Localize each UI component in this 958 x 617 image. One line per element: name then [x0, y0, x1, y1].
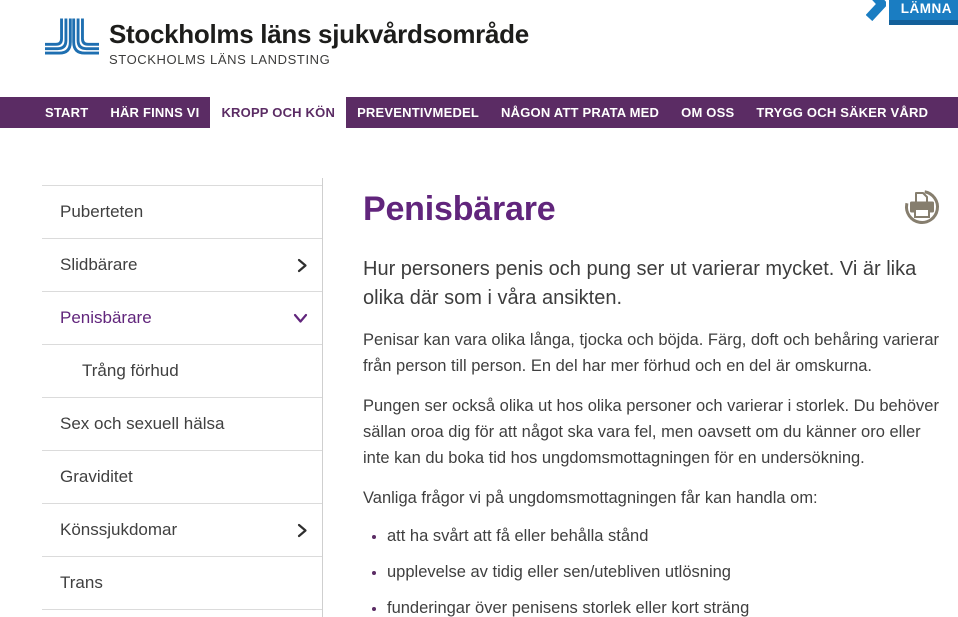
logo-title: Stockholms läns sjukvårdsområde [109, 19, 529, 49]
nav-item-nagon-att-prata-med[interactable]: NÅGON ATT PRATA MED [501, 105, 660, 120]
bullet-item: • upplevelse av tidig eller sen/utebliven utlösning [387, 559, 944, 585]
nav-item-kropp-och-kon[interactable]: KROPP OCH KÖN [210, 97, 346, 128]
sidebar-item-konssjukdomar[interactable] [42, 504, 322, 557]
sidebar-item-slidbarare[interactable] [42, 239, 322, 292]
chevron-right-icon [297, 523, 308, 538]
logo-subtitle: STOCKHOLMS LÄNS LANDSTING [109, 51, 331, 67]
sidebar-item-label: Penisbärare [60, 308, 152, 327]
sidebar-item-sex-och-sexuell-halsa[interactable] [42, 398, 322, 451]
printer-icon [902, 188, 942, 226]
sidebar-item-label: Trans [60, 573, 103, 592]
print-button[interactable] [902, 188, 942, 231]
nav-item-trygg-och-saker-vard[interactable]: TRYGG OCH SÄKER VÅRD [756, 105, 929, 120]
content-area [0, 128, 958, 617]
article-intro: Hur personers penis och pung ser ut varierar mycket. Vi är lika olika där som i våra ansikten. [363, 258, 917, 309]
sidebar-item-trang-forhud[interactable] [42, 345, 322, 398]
sidebar-item-puberteten[interactable] [42, 186, 322, 239]
bullet-item: • att ha svårt att få eller behålla stånd [387, 523, 944, 549]
sidebar [42, 178, 323, 617]
sidebar-item-trans[interactable] [42, 557, 322, 610]
sidebar-item-graviditet[interactable] [42, 451, 322, 504]
main-nav [0, 97, 958, 128]
leave-site-label: LÄMNA [889, 0, 958, 25]
sidebar-item-label: Könssjukdomar [60, 520, 178, 539]
logo-text [109, 13, 529, 67]
sidebar-item-label: Graviditet [60, 467, 133, 486]
nav-item-start[interactable]: START [45, 105, 89, 120]
nav-item-preventivmedel[interactable]: PREVENTIVMEDEL [357, 105, 480, 120]
main-article [323, 128, 958, 617]
sidebar-item-label: Trång förhud [82, 361, 179, 380]
chevron-right-icon [297, 258, 308, 273]
sidebar-item-label: Puberteten [60, 202, 144, 221]
chevron-down-icon [293, 313, 308, 324]
jl-logo-icon [45, 13, 99, 66]
page-title: Penisbärare [363, 190, 556, 228]
sidebar-item-label: Slidbärare [60, 255, 138, 274]
chevron-right-icon [866, 0, 886, 21]
faq-bullet-list [363, 523, 944, 617]
bullet-item: • funderingar över penisens storlek eller kort sträng [387, 595, 944, 617]
article-paragraph: Vanliga frågor vi på ungdomsmottagningen får kan handla om: [363, 489, 818, 507]
article-paragraph: Penisar kan vara olika långa, tjocka och böjda. Färg, doft och behåring varierar från person till person. En del har mer förhud och en del är omskurna. [363, 331, 939, 375]
sidebar-item-penisbarare[interactable] [42, 292, 322, 345]
nav-item-om-oss[interactable]: OM OSS [681, 105, 735, 120]
article-paragraph: Pungen ser också olika ut hos olika personer och varierar i storlek. Du behöver sällan oroa dig för att något ska vara fel, men oavsett om du känner oro eller inte kan du boka tid hos ungdomsmottagningen för en undersökning. [363, 397, 939, 467]
sidebar-item-label: Sex och sexuell hälsa [60, 414, 225, 433]
site-logo[interactable] [45, 13, 529, 67]
nav-item-har-finns-vi[interactable]: HÄR FINNS VI [110, 105, 200, 120]
leave-site-button[interactable] [866, 0, 958, 25]
site-header [0, 0, 958, 97]
sidebar-menu [42, 185, 322, 610]
title-row [363, 190, 944, 231]
